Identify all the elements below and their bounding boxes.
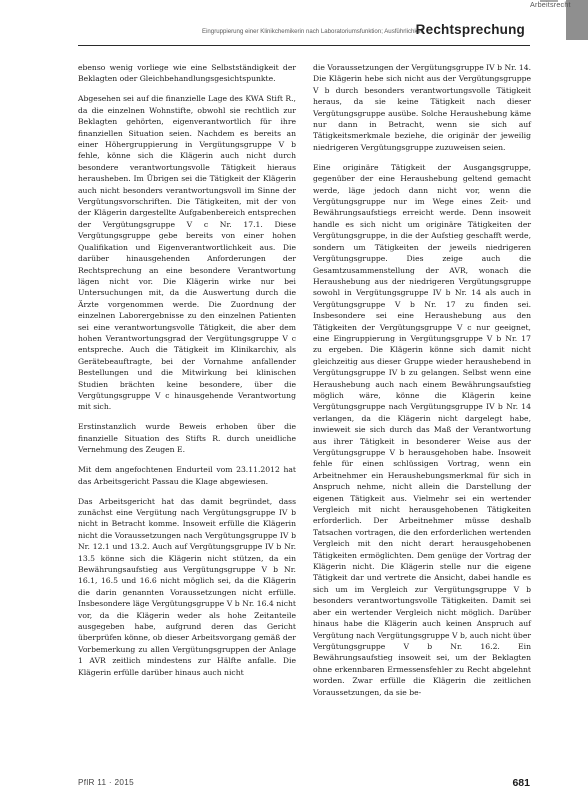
left-column — [78, 62, 296, 687]
paragraph: ebenso wenig vorliege wie eine Selbstständigkeit der Beklagten oder Gleichbehandlungsgesichtspunkte. — [78, 63, 296, 84]
paragraph: Mit dem angefochtenen Endurteil vom 23.11.2012 hat das Arbeitsgericht Passau die Klage abgewiesen. — [78, 465, 296, 486]
journal-citation: PflR 11 · 2015 — [78, 778, 134, 787]
paragraph: die Voraussetzungen der Vergütungsgruppe IV b Nr. 14. Die Klägerin hebe sich nicht aus der Vergütungsgruppe V b durch besonders verantwortungsvolle Tätigkeit heraus, da sie keine Tätigkeit nach dieser Vergütungsgruppe ausübe. Solche Heraushebung käme nur dann in Betracht, wenn sie sich auf Tätigkeitsmerkmale beziehe, die originär der jeweilig niedrigeren Vergütungsgruppe zuzuweisen seien. — [313, 63, 531, 152]
paragraph: Erstinstanzlich wurde Beweis erhoben über die finanzielle Situation des Stifts R. durch uneidliche Vernehmung des Zeugen E. — [78, 422, 296, 455]
page-number: 681 — [512, 777, 530, 789]
section-tab-label: Arbeitsrecht — [530, 0, 571, 9]
page-footer — [78, 776, 530, 790]
running-header — [78, 22, 525, 40]
paragraph: Eine originäre Tätigkeit der Ausgangsgruppe, gegenüber der eine Heraushebung geltend gemacht werde, läge jedoch dann nicht vor, wenn die Vergütungsgruppe nur im Wege eines Zeit- und Bewährungsaufstiegs erreicht werde. Denn insoweit handle es sich nicht um originäre Tätigkeiten der Vergütungsgruppe, in die der Aufstieg geschafft werde, sondern um Tätigkeiten der jeweils niedrigeren Vergütungsgruppe. Dies zeige auch die Gesamtzusammenstellung der AVR, wonach die Heraushebung aus der niedrigeren Vergütungsgruppe sowohl in Vergütungsgruppe IV b Nr. 14 als auch in Vergütungsgruppe V b Nr. 17 zu finden sei. Insbesondere sei eine Heraushebung aus den Tätigkeiten der Vergütungsgruppe V c nur geeignet, eine Eingruppierung in Vergütungsgruppe V b Nr. 17 zu ergeben. Die Klägerin könne sich damit nicht gleichzeitig aus dieser Gruppe wieder heraushebend in Vergütungsgruppe IV b zu gelangen. Selbst wenn eine Heraushebung auch nach einem Bewährungsaufstieg möglich wäre, könne die Klägerin keine Vergütungsgruppe nach Vergütungsgruppe IV b Nr. 14 verlangen, da die Klägerin nicht dargelegt habe, inwieweit sie sich durch das Maß der Verantwortung aus ihrer Tätigkeit in besonderer Weise aus der Vergütungsgruppe V b herausgehoben habe. Insoweit fehle für einen schlüssigen Vortrag, wenn ein Arbeitnehmer ein Heraushebungsmerkmal für sich in Anspruch nehme, nicht allein die Darstellung der eigenen Tätigkeit aus. Vielmehr sei ein wertender Vergleich mit nicht herausgehobenen Tätigkeiten erforderlich. Der Arbeitnehmer müsse deshalb Tatsachen vortragen, die den erforderlichen wertenden Vergleich mit den nicht derart herausgehobenen Tätigkeiten ermöglichten. Dem genüge der Vortrag der Klägerin nicht. Die Klägerin stelle nur die eigene Tätigkeit dar und vertrete die Ansicht, dabei handle es sich um im Vergleich zur Vergütungsgruppe V b besonders verantwortungsvolle Tätigkeiten. Damit sei aber ein wertender Vergleich nicht möglich. Darüber hinaus habe die Klägerin auch keinen Anspruch auf Vergütung nach Vergütungsgruppe V b, auch nicht über Vergütungsgruppe V b Nr. 16.2. Ein Bewährungsaufstieg insoweit sei, um der Beklagten ohne erkennbaren Ermessensfehler zu Recht abgelehnt worden. Zwar erfülle die Klägerin die zeitlichen Voraussetzungen, da sie be- — [313, 162, 531, 697]
running-header-subtitle: Eingruppierung einer Klinikchemikerin nach Laboratoriumsfunktion; Ausführlichkeit — [202, 28, 424, 35]
paragraph: Das Arbeitsgericht hat das damit begründet, dass zunächst eine Vergütung nach Vergütungsgruppe IV b nicht in Betracht komme. Insoweit erfülle die Klägerin nicht die Voraussetzungen nach Vergütungsgruppe IV b Nr. 12.1 und 13.2. Auch auf Vergütungsgruppe IV b Nr. 13.5 könne sich die Klägerin nicht stützen, da ein Bewährungsaufstieg aus Vergütungsgruppe V b Nr. 16.1, 16.5 und 16.6 nicht möglich sei, da die Klägerin die darin genannten Voraussetzungen nicht erfülle. Insbesondere läge Vergütungsgruppe V b Nr. 16.4 nicht vor, da die Klägerin weder als hohe Zeitanteile ausgegeben habe, aufgrund deren das Gericht überprüfen könne, ob dieser Arbeitsvorgang gemäß der Vorbemerkung zu allen Vergütungsgruppen der Anlage 1 AVR zeitlich mindestens zur Hälfte anfalle. Die Klägerin erfülle darüber hinaus auch nicht — [78, 496, 296, 677]
paragraph: Abgesehen sei auf die finanzielle Lage des KWA Stift R., da die einzelnen Wohnstifte, obwohl sie rechtlich zur Beklagten gehörten, eigenverantwortlich für ihre finanziellen Situation seien. Nachdem es bereits an einer Höhergruppierung in Vergütungsgruppe V b fehle, könne sich die Klägerin auch nicht durch besondere verantwortungsvolle Tätigkeit hieraus herausheben. Im Übrigen sei die Tätigkeit der Klägerin auch nicht besonders verantwortungsvoll im Sinne der Vergütungsvorschriften. Die Tätigkeiten, mit der von der Klägerin dargestellte Aufgabenbereich entsprechen der Vergütungsgruppe V c Nr. 17.1. Diese Vergütungsgruppe gebe bereits von einer hohen Qualifikation und Eigenverantwortlichkeit aus. Die darüber hinausgehenden Anforderungen der Rechtsprechung an eine besondere Verantwortung lägen nicht vor. Die Klägerin wirke nur bei Untersuchungen mit, da die Auswertung durch die Ärzte vorgenommen werde. Die Zuordnung der einzelnen Laborergebnisse zu den einzelnen Patienten sei eine verantwortungsvolle Tätigkeit, die aber dem hohen Verantwortungsgrad der Vergütungsgruppe V c entspreche. Auch die Tätigkeit im Klinikarchiv, als Gerätebeauftragte, bei der Vornahme anfallender Bestellungen und die Mitwirkung bei klinischen Studien brächten keine besondere, über die Vergütungsgruppe V c hinausgehende Verantwortung mit sich. — [78, 94, 296, 412]
right-column — [313, 62, 531, 707]
header-rule — [78, 45, 530, 46]
running-header-title: Rechtsprechung — [415, 22, 525, 37]
